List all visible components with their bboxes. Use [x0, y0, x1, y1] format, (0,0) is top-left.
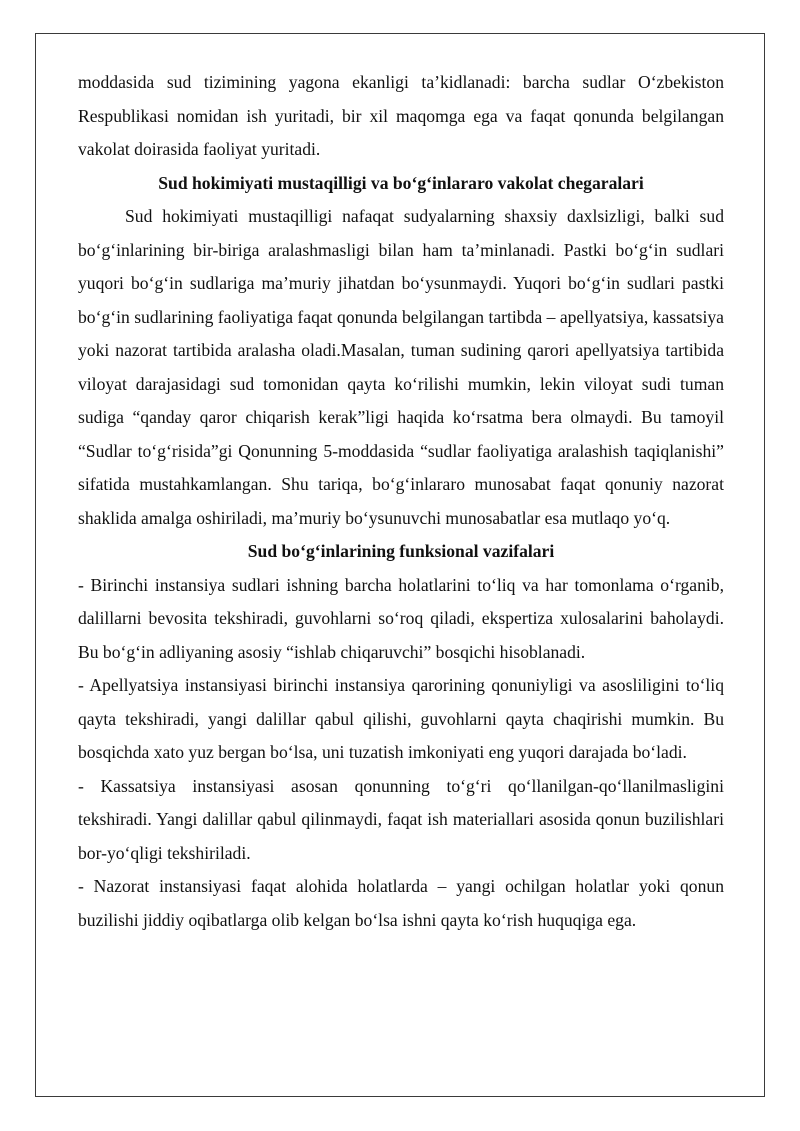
- independence-paragraph: Sud hokimiyati mustaqilligi nafaqat sudyalarning shaxsiy daxlsizligi, balki sud bo‘g‘inlarining bir-biriga aralashmasligi bilan ham ta’minlanadi. Pastki bo‘g‘in sudlari yuqori bo‘g‘in sudlariga ma’muriy jihatdan bo‘ysunmaydi. Yuqori bo‘g‘in sudlari pastki bo‘g‘in sudlarining faoliyatiga faqat qonunda belgilangan tartibda – apellyatsiya, kassatsiya yoki nazorat tartibida aralasha oladi.Masalan, tuman sudining qarori apellyatsiya tartibida viloyat darajasidagi sud tomonidan qayta ko‘rilishi mumkin, lekin viloyat sudi tuman sudiga “qanday qaror chiqarish kerak”ligi haqida ko‘rsatma bera olmaydi. Bu tamoyil “Sudlar to‘g‘risida”gi Qonunning 5-moddasida “sudlar faoliyatiga aralashish taqiqlanishi” sifatida mustahkamlangan. Shu tariqa, bo‘g‘inlararo munosabat faqat qonuniy nazorat shaklida amalga oshiriladi, ma’muriy bo‘ysunuvchi munosabatlar esa mutlaqo yo‘q.: [78, 206, 724, 528]
- section-heading-functions: Sud bo‘g‘inlarining funksional vazifalari: [247, 541, 555, 561]
- list-item-cassation: - Kassatsiya instansiyasi asosan qonunning to‘g‘ri qo‘llanilgan-qo‘llanilmasligini tekshiradi. Yangi dalillar qabul qilinmaydi, faqat ish materiallari asosida qonun buzilishlari bor-yo‘qligi tekshiriladi.: [78, 775, 724, 863]
- section-heading-independence: Sud hokimiyati mustaqilligi va bo‘g‘inlararo vakolat chegaralari: [158, 172, 644, 193]
- list-item-supervision: - Nazorat instansiyasi faqat alohida holatlarda – yangi ochilgan holatlar yoki qonun buzilishi jiddiy oqibatlarga olib kelgan bo‘lsa ishni qayta ko‘rish huquqiga ega.: [78, 876, 724, 930]
- document-body: [78, 66, 724, 937]
- list-item-appeal: - Apellyatsiya instansiyasi birinchi instansiya qarorining qonuniyligi va asosliligini to‘liq qayta tekshiradi, yangi dalillar qabul qilishi, guvohlarni qayta chaqirishi mumkin. Bu bosqichda xato yuz bergan bo‘lsa, uni tuzatish imkoniyati eng yuqori darajada bo‘ladi.: [78, 675, 724, 762]
- list-item-first-instance: - Birinchi instansiya sudlari ishning barcha holatlarini to‘liq va har tomonlama o‘rganib, dalillarni bevosita tekshiradi, guvohlarni so‘roq qiladi, ekspertiza xulosalarini baholaydi. Bu bo‘g‘in adliyaning asosiy “ishlab chiqaruvchi” bosqichi hisoblanadi.: [78, 574, 724, 662]
- intro-paragraph: moddasida sud tizimining yagona ekanligi ta’kidlanadi: barcha sudlar O‘zbekiston Respublikasi nomidan ish yuritadi, bir xil maqomga ega va faqat qonunda belgilangan vakolat doirasida faoliyat yuritadi.: [78, 72, 724, 159]
